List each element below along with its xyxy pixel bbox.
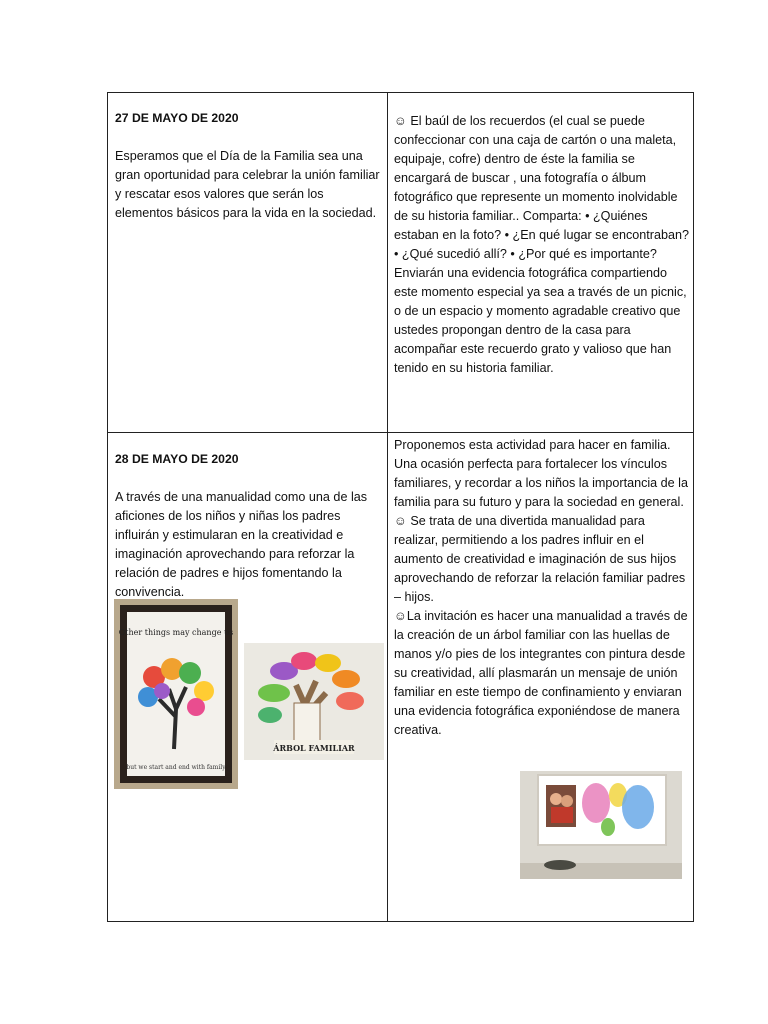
date-heading-may-28: 28 DE MAYO DE 2020 <box>115 452 239 466</box>
cell-may-27-intro <box>115 109 381 223</box>
row-divider <box>108 432 693 433</box>
cell-may-28-intro <box>115 450 383 602</box>
photo-evidence-paragraph: Enviarán una evidencia fotográfica compartiendo este momento especial ya sea a través de un picnic, o de un espacio y momento agradable creativo que ustedes propongan dentro de la casa para acompañar este recuerdo grato y valioso que han tenido en su historia familiar. <box>394 266 687 375</box>
handprint-frame-photo <box>520 771 682 879</box>
craft-description-paragraph: ☺ Se trata de una divertida manualidad para realizar, permitiendo a los padres influir en el aumento de creatividad e imaginación de sus hijos aprovechando de reforzar la relación familiar padres – hijos. <box>394 514 686 604</box>
photo1-footer: but we start and end with family <box>126 764 226 771</box>
photo1-caption: Other things may change us <box>118 628 234 637</box>
cell-may-28-activity <box>394 436 691 740</box>
memory-chest-paragraph: ☺ El baúl de los recuerdos (el cual se puede confeccionar con una caja de cartón o una maleta, equipaje, cofre) dentro de éste la familia se encargará de buscar , una fotografía o álbum fotográfico que represente un momento inolvidable de su historia familiar.. Comparta: • ¿Quiénes estaban en la foto? • ¿En qué lugar se encontraban? • ¿Qué sucedió allí? • ¿Por qué es importante? <box>394 114 689 261</box>
photo2-caption: ÁRBOL FAMILIAR <box>273 743 355 753</box>
activity-table <box>107 92 694 922</box>
arbol-familiar-photo <box>244 643 384 760</box>
cell-may-27-activity <box>394 112 691 378</box>
date-heading-may-27: 27 DE MAYO DE 2020 <box>115 111 239 125</box>
framed-handprint-tree-photo <box>114 599 238 789</box>
invitation-paragraph: ☺La invitación es hacer una manualidad a través de la creación de un árbol familiar con las huellas de manos y/o pies de los integrantes con pintura desde su creatividad, allí plasmarán un mensaje de unión familiar en este tiempo de confinamiento y enviaran una evidencia fotográfica exponiéndose de manera creativa. <box>394 609 688 737</box>
activity-purpose-paragraph: Proponemos esta actividad para hacer en familia. Una ocasión perfecta para fortalecer los vínculos familiares, y recordar a los niños la importancia de la familia para su futuro y para la sociedad en general. <box>394 438 688 509</box>
intro-paragraph-may-28: A través de una manualidad como una de las aficiones de los niños y niñas los padres influirán y estimularan en la creatividad e imaginación aprovechando para reforzar la relación de padres e hijos fomentando la convivencia. <box>115 490 368 599</box>
intro-paragraph-may-27: Esperamos que el Día de la Familia sea una gran oportunidad para celebrar la unión familiar y rescatar esos valores que serán los elementos básicos para la vida en la sociedad. <box>115 149 380 220</box>
column-divider <box>387 93 388 921</box>
